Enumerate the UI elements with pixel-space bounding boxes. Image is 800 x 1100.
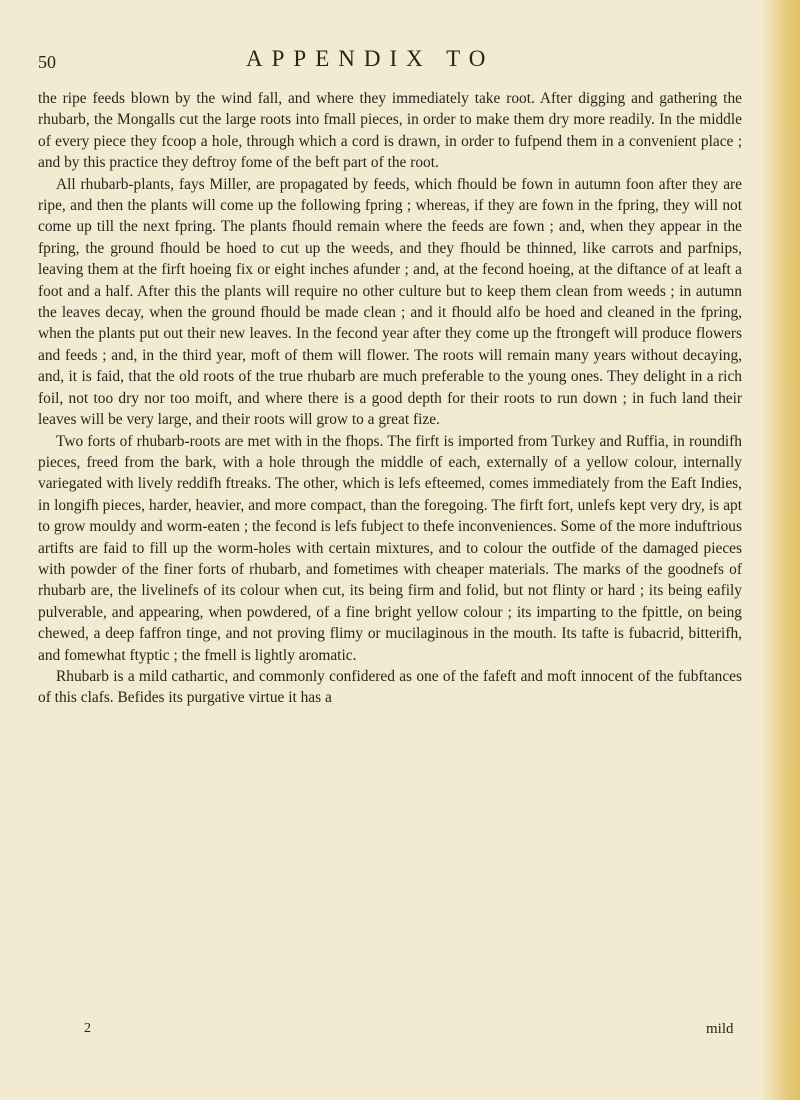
page-number: 50 (38, 52, 56, 72)
signature-mark: 2 (84, 1021, 91, 1036)
page-edge-shading (760, 0, 800, 1100)
page-header (38, 46, 738, 80)
paragraph: the ripe feeds blown by the wind fall, and where they immediately take root. After digging and gathering the rhubarb, the Mongalls cut the large roots into fmall pieces, in order to make them dry more readily. In the middle of every piece they fcoop a hole, through which a cord is drawn, in order to fufpend them in a convenient place ; and by this practice they deftroy fome of the beft part of the root. (38, 90, 742, 172)
paragraph: Two forts of rhubarb-roots are met with in the fhops. The firft is imported from Turkey and Ruffia, in roundifh pieces, freed from the bark, with a hole through the middle of each, externally of a yellow colour, internally variegated with lively reddifh ftreaks. The other, which is lefs efteemed, comes immediately from the Eaft Indies, in longifh pieces, harder, heavier, and more compact, than the foregoing. The firft fort, unlefs kept very dry, is apt to grow mouldy and worm-eaten ; the fecond is lefs fubject to thefe inconveniences. Some of the more induftrious artifts are faid to fill up the worm-holes with certain mixtures, and to colour the outfide of the damaged pieces with powder of the finer forts of rhubarb, and fometimes with cheaper materials. The marks of the goodnefs of rhubarb are, the livelinefs of its colour when cut, its being firm and folid, but not flinty or hard ; its being eafily pulverable, and appearing, when powdered, of a fine bright yellow colour ; its imparting to the fpittle, on being chewed, a deep faffron tinge, and not proving flimy or mucilaginous in the mouth. Its tafte is fubacrid, bitterifh, and fomewhat ftyptic ; the fmell is lightly aromatic. (38, 432, 742, 664)
body-text (38, 88, 742, 709)
catchword: mild (706, 1021, 734, 1037)
paragraph: Rhubarb is a mild cathartic, and commonly confidered as one of the fafeft and moft innocent of the fubftances of this clafs. Befides its purgative virtue it has a (38, 667, 742, 707)
paragraph: All rhubarb-plants, fays Miller, are propagated by feeds, which fhould be fown in autumn foon after they are ripe, and then the plants will come up the following fpring ; whereas, if they are fown in the fpring, they will not come up till the next fpring. The plants fhould remain where the feeds are fown ; and, when they appear in the fpring, the ground fhould be hoed to cut up the weeds, and they fhould be thinned, like carrots and parfnips, leaving them at the firft hoeing fix or eight inches afunder ; and, at the fecond hoeing, at the diftance of at leaft a foot and a half. After this the plants will require no other culture but to keep them clean from weeds ; in autumn the leaves decay, when the ground fhould be made clean ; and it fhould alfo be hoed and cleaned in the fpring, when the plants put out their new leaves. In the fecond year after they come up the ftrongeft will produce flowers and feeds ; and, in the third year, moft of them will flower. The roots will remain many years without decaying, and, it is faid, that the old roots of the true rhubarb are much preferable to the young ones. They delight in a rich foil, not too dry nor too moift, and where there is a good depth for their roots to run down ; in fuch land their leaves will be very large, and their roots will grow to a great fize. (38, 175, 742, 429)
running-head: APPENDIX TO (246, 46, 495, 71)
